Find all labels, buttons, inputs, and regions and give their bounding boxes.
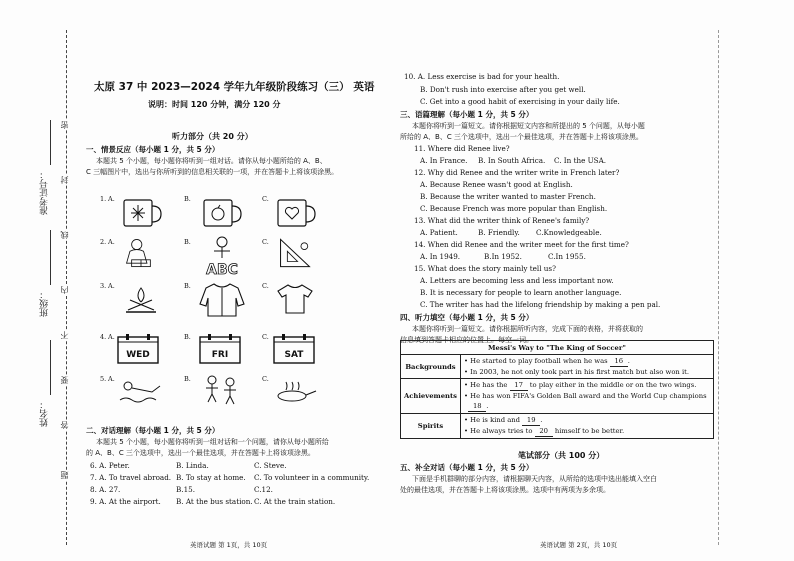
- q13-question: 13. What did the writer think of Renee's family?: [414, 216, 590, 225]
- q8-option-b[interactable]: B.15.: [176, 485, 195, 494]
- line-text: • He has the: [463, 381, 510, 389]
- option-label: C.: [262, 333, 269, 341]
- section1-instruction: 本题共 5 个小题，每小题你将听到一组对话。请你从每小题所给的 A、B、: [96, 157, 327, 165]
- table-title: Messi's Way to "The King of Soccer": [401, 341, 714, 355]
- reading-boy-icon[interactable]: [116, 236, 166, 270]
- exam-number-line: [50, 120, 51, 165]
- campfire-icon[interactable]: [116, 282, 166, 316]
- section5-instruction: 下面是手机群聊的部分内容，请根据聊天内容，从所给的选项中选出能填入空白: [412, 475, 657, 483]
- exam-number-label: 准考证号：: [40, 170, 50, 215]
- line-text: .: [627, 357, 630, 365]
- q14-question: 14. When did Renee and the writer meet for the first time?: [414, 240, 629, 249]
- line-text: • He started to play football when he was: [463, 357, 610, 365]
- section2-instruction: 的 A、B、C 三个选项中，选出一个最佳选项，并在答题卡上将该项涂黑。: [86, 449, 315, 457]
- page-footer-left: 英语试题 第 1页，共 10页: [190, 541, 268, 549]
- blank-17[interactable]: 17: [510, 380, 528, 391]
- q12-option-b[interactable]: B. Because the writer wanted to master French.: [420, 192, 596, 201]
- section4-title: 四、听力填空（每小题 1 分，共 5 分）: [400, 313, 534, 322]
- calendar-day: FRI: [211, 350, 229, 360]
- row-number: 4.: [100, 333, 107, 341]
- seal-char: 不: [60, 331, 69, 339]
- binding-strip: [0, 0, 74, 561]
- q8-option-a[interactable]: 8. A. 27.: [90, 485, 121, 494]
- q12-question: 12. Why did Renee and the writer write in French later?: [414, 168, 620, 177]
- q15-option-b[interactable]: B. It is necessary for people to learn another language.: [420, 288, 622, 297]
- section3-instruction: 本题你将听到一篇短文。请你根据短文内容和所提出的 5 个问题，从每小题: [412, 122, 645, 130]
- option-label: C.: [262, 195, 269, 203]
- messi-table: [400, 340, 714, 439]
- row-content: [460, 355, 713, 379]
- option-label: B.: [184, 333, 191, 341]
- snowflake-mug-icon[interactable]: [116, 196, 166, 230]
- section2-instruction: 本题共 5 个小题，每小题你将听到一组对话和一个问题，请你从每小题所给: [96, 438, 329, 446]
- option-label: A.: [108, 282, 115, 290]
- q9-option-c[interactable]: C. At the train station.: [254, 497, 336, 506]
- calendar-icon[interactable]: [198, 333, 242, 365]
- line-text: • He is kind and: [463, 416, 523, 424]
- apple-mug-icon[interactable]: [196, 196, 246, 230]
- q6-option-b[interactable]: B. Linda.: [176, 461, 209, 470]
- q8-option-c[interactable]: C.12.: [254, 485, 273, 494]
- tshirt-icon[interactable]: [270, 281, 320, 317]
- seal-char: 题: [60, 471, 69, 479]
- writing-part-title: 笔试部分（共 100 分）: [518, 451, 605, 460]
- seal-char: 要: [60, 376, 69, 384]
- seal-char: 答: [60, 421, 69, 429]
- q13-option-c[interactable]: C.Knowledgeable.: [536, 228, 602, 237]
- option-label: C.: [262, 282, 269, 290]
- section5-instruction: 处的最佳选项，并在答题卡上将该项涂黑。选项中有两项为多余项。: [400, 486, 610, 494]
- row-label: Achievements: [401, 379, 461, 414]
- row-label: Spirits: [401, 414, 461, 439]
- q14-option-b[interactable]: B.In 1952.: [484, 252, 522, 261]
- listening-part-title: 听力部分（共 20 分）: [172, 132, 253, 141]
- jacket-icon[interactable]: [196, 280, 248, 318]
- page-footer-right: 英语试题 第 2页，共 10页: [540, 541, 618, 549]
- blank-19[interactable]: 19: [522, 415, 540, 426]
- q11-option-a[interactable]: A. In France.: [420, 156, 468, 165]
- q13-option-a[interactable]: A. Patient.: [420, 228, 458, 237]
- q6-option-a[interactable]: 6. A. Peter.: [90, 461, 130, 470]
- name-label: 姓名：: [40, 400, 50, 427]
- option-label: B.: [184, 238, 191, 246]
- option-label: C.: [262, 238, 269, 246]
- section4-instruction: 信息填到答题卡相应的位置上。每空一词。: [400, 336, 533, 344]
- line-text: to play either in the middle or on the two wings.: [527, 381, 697, 389]
- class-label: 班级：: [40, 290, 50, 317]
- seal-char: 封: [60, 176, 69, 184]
- q15-option-a[interactable]: A. Letters are becoming less and less important now.: [420, 276, 614, 285]
- section3-title: 三、语篇理解（每小题 1 分，共 5 分）: [400, 110, 534, 119]
- q10-option-b[interactable]: B. Don't rush into exercise after you get well.: [420, 85, 586, 94]
- q14-option-c[interactable]: C.In 1955.: [548, 252, 586, 261]
- section2-title: 二、对话理解（每小题 1 分，共 5 分）: [86, 426, 220, 435]
- q9-option-a[interactable]: 9. A. At the airport.: [90, 497, 161, 506]
- q7-option-c[interactable]: C. To volunteer in a community.: [254, 473, 370, 482]
- line-text: .: [486, 402, 489, 410]
- option-label: C.: [262, 375, 269, 383]
- blank-16[interactable]: 16: [610, 356, 628, 367]
- option-label: A.: [108, 333, 115, 341]
- section5-title: 五、补全对话（每小题 1 分，共 5 分）: [400, 463, 534, 472]
- section1-title: 一、情景反应（每小题 1 分，共 5 分）: [86, 145, 220, 154]
- triangle-ruler-icon[interactable]: [270, 236, 320, 270]
- seal-char: 密: [60, 121, 69, 129]
- line-text: • He always tries to: [463, 427, 535, 435]
- section4-instruction: 本题你将听到一篇短文。请你根据所听内容，完成下面的表格，并将获取的: [412, 325, 643, 333]
- table-row: [401, 379, 714, 414]
- section3-instruction: 所给的 A、B、C 三个选项中，选出一个最佳选项，并在答题卡上将该项涂黑。: [400, 133, 643, 141]
- class-line: [50, 230, 51, 285]
- blank-20[interactable]: 20: [535, 426, 553, 437]
- row-content: [460, 379, 713, 414]
- row-number: 3.: [100, 282, 107, 290]
- q13-option-b[interactable]: B. Friendly.: [478, 228, 520, 237]
- table-row: [401, 355, 714, 379]
- q9-option-b[interactable]: B. At the bus station.: [176, 497, 253, 506]
- option-label: A.: [108, 195, 115, 203]
- q7-option-b[interactable]: B. To stay at home.: [176, 473, 246, 482]
- calendar-icon[interactable]: [116, 333, 160, 365]
- blank-18[interactable]: 18: [468, 401, 486, 412]
- exam-subtitle: 说明：时间 120 分钟，满分 120 分: [148, 100, 281, 109]
- q6-option-c[interactable]: C. Steve.: [254, 461, 287, 470]
- exam-title: 太原 37 中 2023—2024 学年九年级阶段练习（三） 英语: [94, 81, 375, 93]
- q12-option-c[interactable]: C. Because French was more popular than English.: [420, 204, 608, 213]
- heart-mug-icon[interactable]: [270, 196, 320, 230]
- row-number: 2.: [100, 238, 107, 246]
- line-text: • In 2003, he not only took part in his first match but also won it.: [463, 368, 690, 376]
- calendar-day: WED: [126, 350, 150, 360]
- swimming-boy-icon[interactable]: [116, 376, 166, 406]
- section1-instruction: C 三幅图片中，选出与你所听到的信息相关联的一项，并在答题卡上将该项涂黑。: [86, 168, 339, 176]
- right-margin-line: [718, 30, 719, 545]
- q10-option-a[interactable]: 10. A. Less exercise is bad for your health.: [404, 72, 560, 81]
- option-label: B.: [184, 195, 191, 203]
- table-row: [401, 414, 714, 439]
- q10-option-c[interactable]: C. Get into a good habit of exercising in your daily life.: [420, 97, 620, 106]
- line-text: himself to be better.: [552, 427, 625, 435]
- line-text: • He has won FIFA's Golden Ball award and the World Cup champions: [463, 392, 707, 400]
- calendar-day: SAT: [284, 350, 304, 360]
- cooking-icon[interactable]: [270, 376, 320, 406]
- calendar-icon[interactable]: [272, 333, 316, 365]
- q11-option-c[interactable]: C. In the USA.: [554, 156, 607, 165]
- option-label: A.: [108, 238, 115, 246]
- row-label: Backgrounds: [401, 355, 461, 379]
- q7-option-a[interactable]: 7. A. To travel abroad.: [90, 473, 172, 482]
- jumping-children-icon[interactable]: [196, 374, 246, 406]
- seal-char: 内: [60, 286, 69, 294]
- q11-option-b[interactable]: B. In South Africa.: [478, 156, 546, 165]
- q14-option-a[interactable]: A. In 1949.: [420, 252, 461, 261]
- row-number: 1.: [100, 195, 107, 203]
- line-text: .: [540, 416, 543, 424]
- q15-option-c[interactable]: C. The writer has had the lifelong friendship by making a pen pal.: [420, 300, 661, 309]
- abc-boy-icon[interactable]: [196, 234, 248, 278]
- option-label: B.: [184, 375, 191, 383]
- q12-option-a[interactable]: A. Because Renee wasn't good at English.: [420, 180, 573, 189]
- seal-char: 线: [60, 231, 69, 239]
- row-number: 5.: [100, 375, 107, 383]
- q11-question: 11. Where did Renee live?: [414, 144, 510, 153]
- option-label: B.: [184, 282, 191, 290]
- abc-text: ABC: [206, 262, 238, 278]
- q15-question: 15. What does the story mainly tell us?: [414, 264, 556, 273]
- option-label: A.: [108, 375, 115, 383]
- row-content: [460, 414, 713, 439]
- name-line: [50, 340, 51, 395]
